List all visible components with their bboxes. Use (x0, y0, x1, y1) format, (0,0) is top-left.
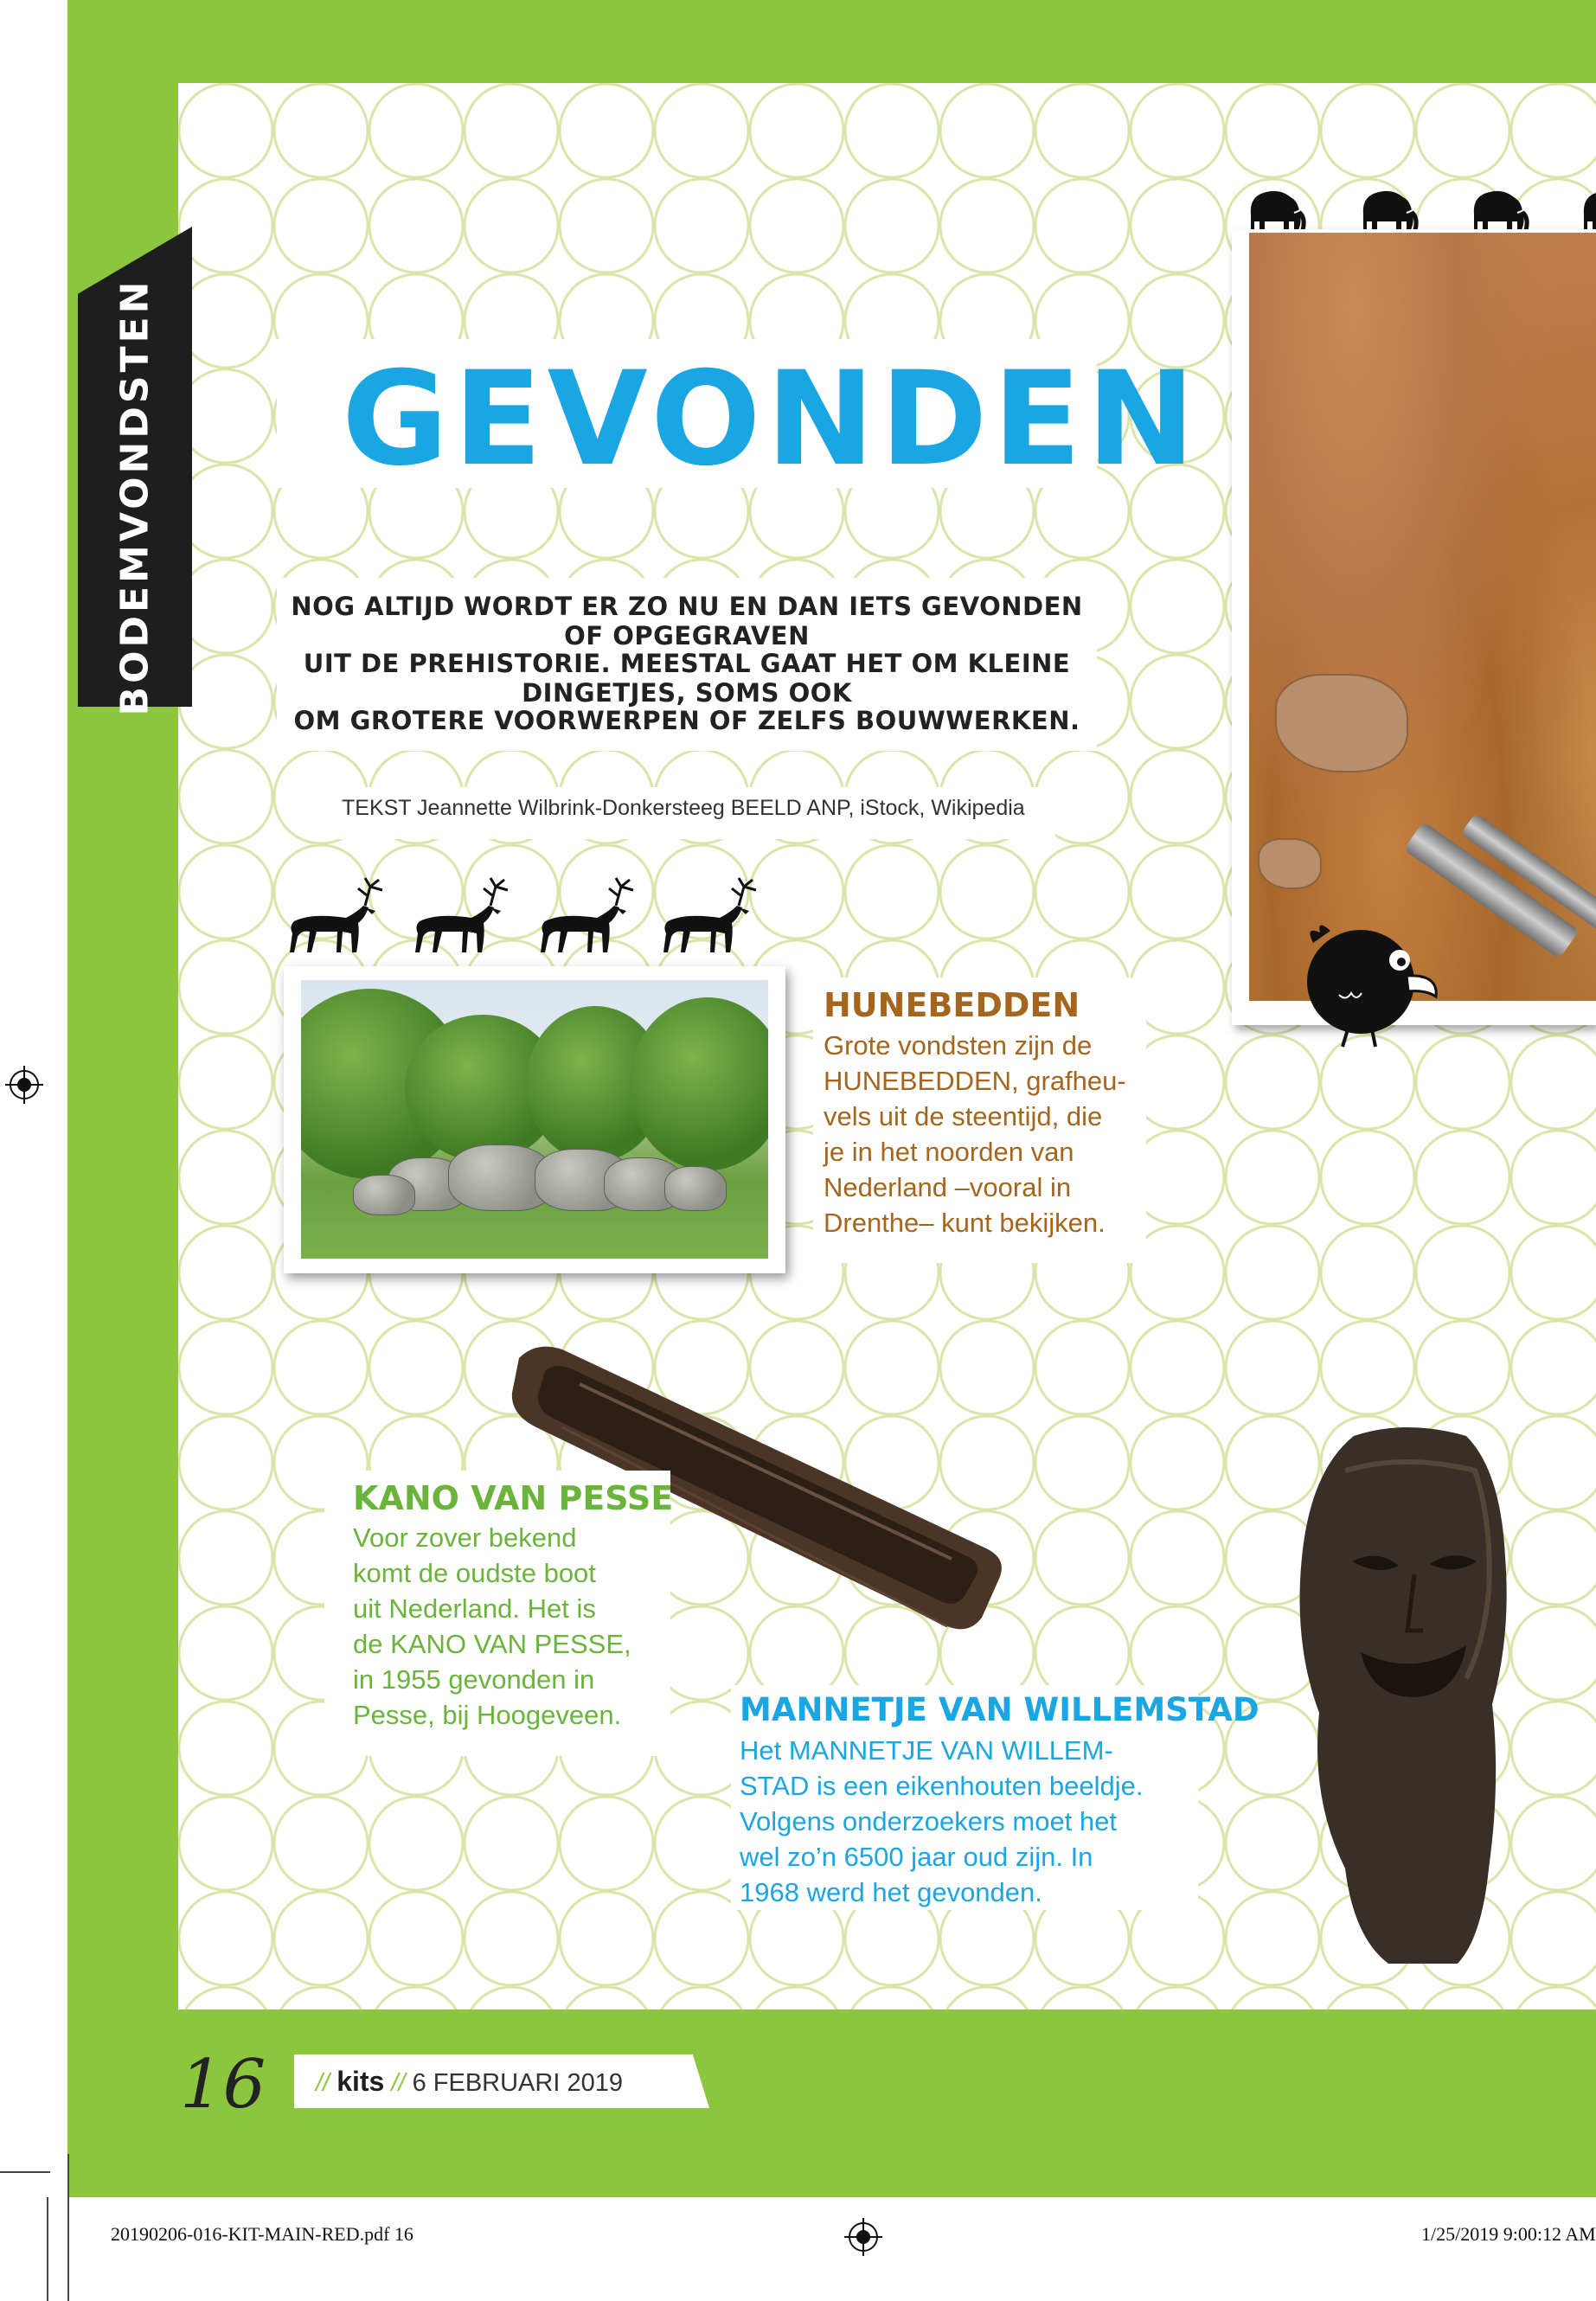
footer-brand: kits (337, 2066, 385, 2097)
deer-row (285, 869, 804, 965)
crop-mark (0, 2171, 50, 2173)
deer-icon (541, 878, 633, 952)
kano-line: Pesse, bij Hoogeveen. (353, 1700, 622, 1730)
intro-line: OM GROTERE VOORWERPEN OF ZELFS BOUWWERKEN. (293, 706, 1080, 735)
mammoth-icon (1474, 191, 1529, 234)
kano-line: uit Nederland. Het is (353, 1593, 596, 1624)
footer-slashes-right: // (391, 2069, 406, 2097)
crop-mark (67, 2154, 69, 2301)
stone-shape (353, 1175, 415, 1215)
tree-shape (630, 997, 768, 1170)
rock-shape (1258, 838, 1322, 889)
kano-line: Voor zover bekend (353, 1522, 577, 1553)
mannetje-line: wel zo’n 6500 jaar oud zijn. In (740, 1842, 1093, 1872)
section-tab-label-wrap (78, 227, 192, 716)
hunebedden-line: Drenthe– kunt bekijken. (824, 1208, 1106, 1238)
kano-line: de KANO VAN PESSE, (353, 1629, 631, 1659)
registration-mark-icon (5, 1066, 43, 1104)
rock-shape (1275, 674, 1408, 772)
hunebedden-heading: HUNEBEDDEN (824, 986, 1080, 1024)
print-slug-file: 20190206-016-KIT-MAIN-RED.pdf 16 (111, 2223, 413, 2245)
mannetje-heading: MANNETJE VAN WILLEMSTAD (740, 1691, 1259, 1728)
footer-text (316, 2066, 623, 2098)
hunebedden-line: Nederland –vooral in (824, 1172, 1072, 1202)
mannetje-line: Het MANNETJE VAN WILLEM- (740, 1735, 1113, 1766)
kano-line: in 1955 gevonden in (353, 1664, 595, 1695)
kano-line: komt de oudste boot (353, 1558, 596, 1588)
registration-mark-icon (844, 2218, 882, 2256)
hunebedden-line: vels uit de steentijd, die (824, 1101, 1103, 1131)
hunebed-photo-image (301, 980, 768, 1259)
mammoth-icon (1251, 191, 1306, 234)
page-title: GEVONDEN (342, 344, 1201, 495)
deer-icon (663, 878, 756, 952)
hunebedden-line: Grote vondsten zijn de (824, 1030, 1093, 1061)
print-slug-timestamp: 1/25/2019 9:00:12 AM (1421, 2223, 1596, 2245)
hunebed-photo (284, 966, 785, 1273)
stone-shape (664, 1166, 727, 1211)
crop-mark (47, 2197, 48, 2301)
intro-line: UIT DE PREHISTORIE. MEESTAL GAAT HET OM KLEINE DINGETJES, SOMS OOK (303, 649, 1071, 708)
intro-line: NOG ALTIJD WORDT ER ZO NU EN DAN IETS GEVONDEN OF OPGEGRAVEN (291, 592, 1083, 651)
kano-heading: KANO VAN PESSE (353, 1479, 674, 1517)
mannetje-line: Volgens onderzoekers moet het (740, 1806, 1117, 1836)
page-number: 16 (180, 2046, 266, 2124)
mannetje-line: STAD is een eikenhouten beeldje. (740, 1771, 1144, 1801)
hunebedden-body (824, 1028, 1152, 1240)
bird-mascot-icon (1279, 900, 1452, 1051)
mammoth-icon (1584, 191, 1596, 234)
mannetje-line: 1968 werd het gevonden. (740, 1877, 1042, 1907)
deer-icon (290, 878, 382, 952)
credits: TEKST Jeannette Wilbrink-Donkersteeg BEELD ANP, iStock, Wikipedia (342, 796, 1025, 820)
section-tab-label: BODEMVONDSTEN (112, 278, 157, 716)
mannetje-body (740, 1733, 1189, 1910)
footer-slashes-left: // (316, 2069, 330, 2097)
deer-icon (415, 878, 508, 952)
green-border-top (67, 0, 1596, 83)
excavation-photo-image (1249, 233, 1596, 1001)
hunebedden-line: je in het noorden van (824, 1137, 1074, 1167)
footer-date: 6 FEBRUARI 2019 (412, 2069, 623, 2097)
hunebedden-line: HUNEBEDDEN, grafheu- (824, 1066, 1126, 1096)
kano-body (353, 1520, 682, 1733)
wooden-figurine-image (1285, 1419, 1527, 1972)
mammoth-icon (1363, 191, 1419, 234)
